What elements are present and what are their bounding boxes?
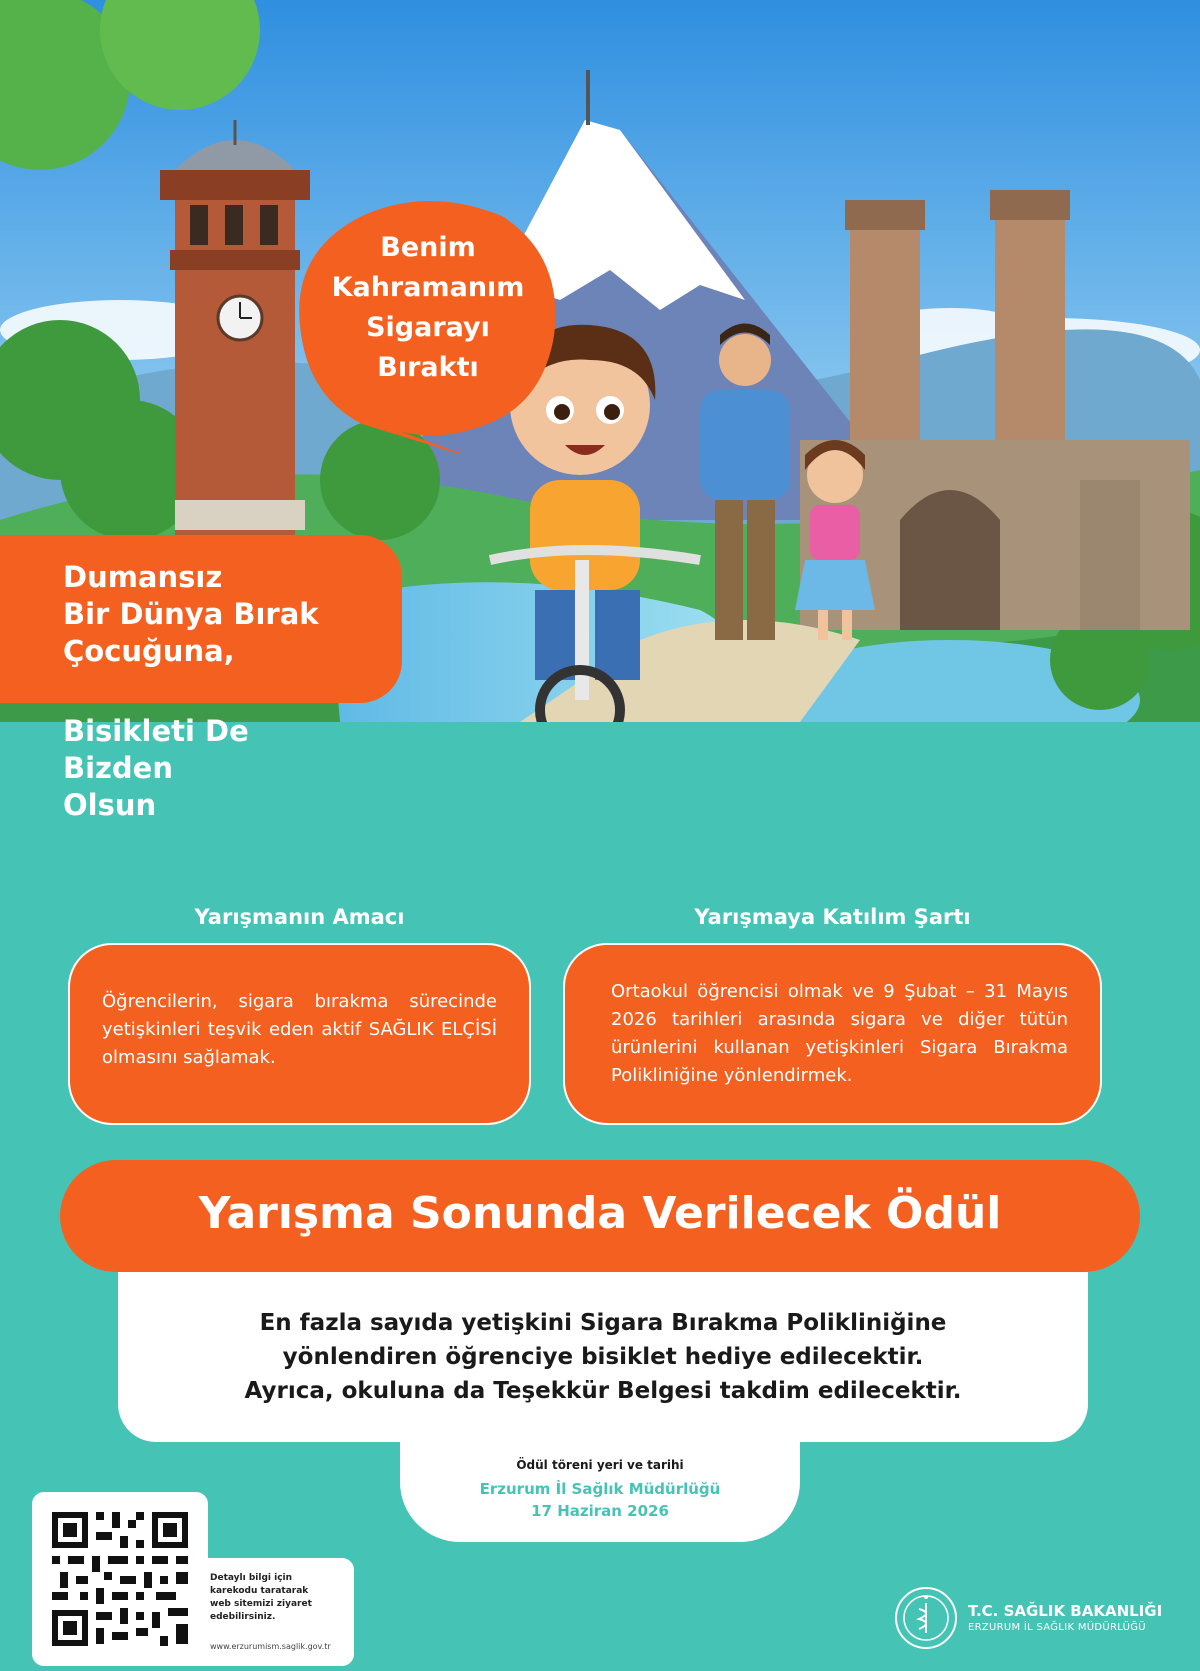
ceremony-label: Ödül töreni yeri ve tarihi [516,1458,684,1472]
speech-bubble-text: Benim Kahramanım Sigarayı Bıraktı [331,232,525,383]
purpose-title: Yarışmanın Amacı [194,905,405,929]
ceremony-box [400,1442,800,1542]
ministry-name: T.C. SAĞLIK BAKANLIĞI [968,1602,1163,1620]
condition-text: Ortaokul öğrencisi olmak ve 9 Şubat – 31 Mayıs 2026 tarihleri arasında sigara ve diğer tütün ürünlerini kullanan yetişkinleri Sigara Bırakma Polikliniğine yönlendirmek. [611,981,1068,1086]
ceremony-place: Erzurum İl Sağlık Müdürlüğü [479,1480,721,1498]
clock-tower [160,120,310,535]
qr-info-text: Detaylı bilgi için karekodu taratarak web sitemizi ziyaret edebilirsiniz. [210,1573,312,1622]
website-url[interactable]: www.erzurumism.saglik.gov.tr [210,1642,331,1651]
condition-title: Yarışmaya Katılım Şartı [694,905,971,929]
qr-code-box[interactable] [32,1492,208,1666]
prize-text: En fazla sayıda yetişkini Sigara Bırakma Polikliniğine yönlendiren öğrenciye bisiklet hediye edilecektir. Ayrıca, okuluna da Teşekkür Belgesi takdim edilecektir. [244,1310,962,1404]
purpose-card [68,943,531,1125]
slogan-line-1: Dumansız Bir Dünya Bırak Çocuğuna, [63,560,319,668]
purpose-text: Öğrencilerin, sigara bırakma sürecinde yetişkinleri teşvik eden aktif SAĞLIK ELÇİSİ olmasını sağlamak. [102,991,497,1068]
ministry-logo-icon [893,1585,959,1651]
qr-code-icon[interactable] [32,1492,208,1666]
ceremony-date: 17 Haziran 2026 [531,1502,669,1520]
prize-title: Yarışma Sonunda Verilecek Ödül [198,1188,1002,1239]
ministry-subtitle: ERZURUM İL SAĞLIK MÜDÜRLÜĞÜ [968,1622,1146,1633]
condition-card [563,943,1102,1125]
slogan-line-2: Bisikleti De Bizden Olsun [63,714,249,822]
